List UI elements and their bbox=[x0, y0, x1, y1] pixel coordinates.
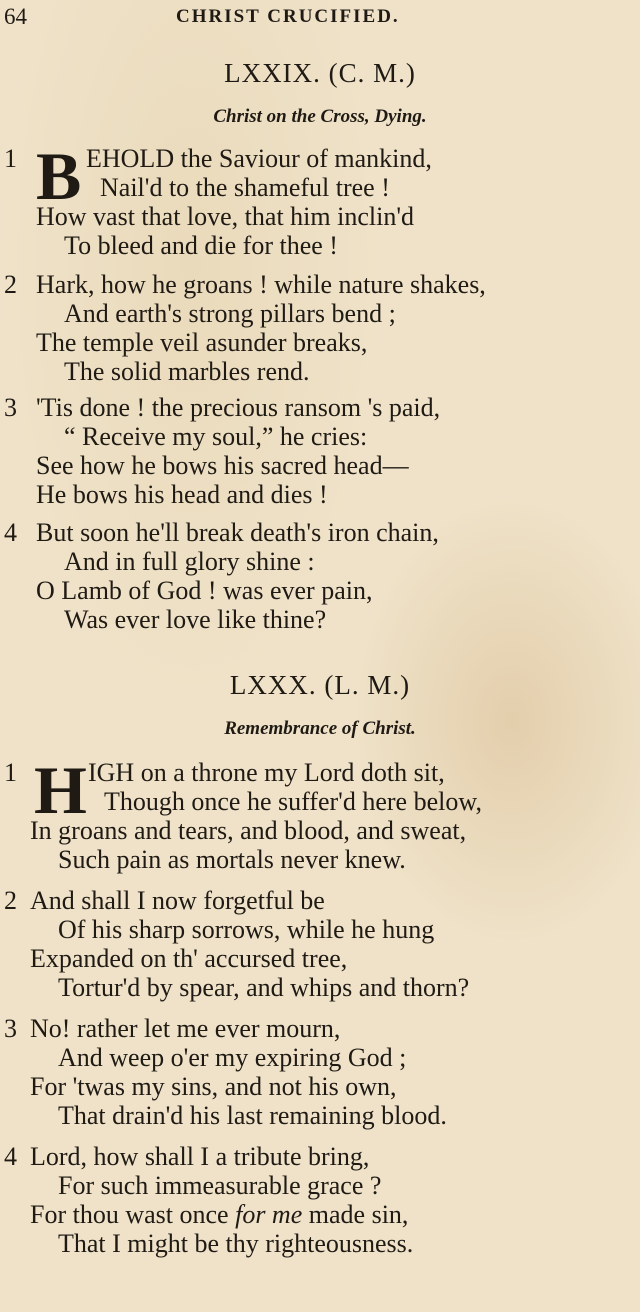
verse-line: That drain'd his last remaining blood. bbox=[58, 1101, 447, 1130]
drop-cap: H bbox=[34, 752, 87, 828]
verse-line: For 'twas my sins, and not his own, bbox=[30, 1072, 397, 1101]
running-title: CHRIST CRUCIFIED. bbox=[176, 6, 400, 27]
stanza-number: 4 bbox=[4, 518, 17, 547]
verse-line: O Lamb of God ! was ever pain, bbox=[36, 576, 373, 605]
verse-line: 'Tis done ! the precious ransom 's paid, bbox=[36, 393, 441, 422]
verse-line-part: made sin, bbox=[308, 1200, 409, 1229]
stanza-number: 2 bbox=[4, 886, 17, 915]
stanza-number: 3 bbox=[4, 1014, 17, 1043]
verse-line bbox=[30, 1200, 408, 1230]
hymn-number: LXXIX. (C. M.) bbox=[224, 58, 416, 88]
verse-line: See how he bows his sacred head— bbox=[36, 451, 409, 480]
verse-line: No! rather let me ever mourn, bbox=[30, 1014, 341, 1043]
verse-line: For such immeasurable grace ? bbox=[58, 1171, 382, 1200]
verse-line: IGH on a throne my Lord doth sit, bbox=[88, 758, 445, 787]
stanza-number: 4 bbox=[4, 1142, 17, 1171]
verse-line: Expanded on th' accursed tree, bbox=[30, 944, 348, 973]
verse-line-part: For thou wast once bbox=[30, 1200, 229, 1229]
verse-line: The solid marbles rend. bbox=[64, 357, 310, 386]
verse-line: Such pain as mortals never knew. bbox=[58, 845, 406, 874]
verse-line: And in full glory shine : bbox=[64, 547, 315, 576]
verse-line: How vast that love, that him inclin'd bbox=[36, 202, 415, 231]
verse-line: The temple veil asunder breaks, bbox=[36, 328, 368, 357]
verse-line: Hark, how he groans ! while nature shakes, bbox=[36, 270, 486, 299]
verse-line: To bleed and die for thee ! bbox=[64, 231, 338, 260]
verse-line: That I might be thy righteousness. bbox=[58, 1229, 414, 1258]
verse-line: Lord, how shall I a tribute bring, bbox=[30, 1142, 370, 1171]
verse-line: EHOLD the Saviour of mankind, bbox=[86, 144, 432, 173]
hymn-number: LXXX. (L. M.) bbox=[229, 670, 411, 700]
verse-line: And earth's strong pillars bend ; bbox=[64, 299, 396, 328]
stanza-number: 1 bbox=[4, 144, 17, 173]
hymn-subtitle: Remembrance of Christ. bbox=[224, 718, 416, 739]
verse-line: Nail'd to the shameful tree ! bbox=[100, 173, 390, 202]
verse-line: “ Receive my soul,” he cries: bbox=[64, 422, 368, 451]
stanza-number: 1 bbox=[4, 758, 17, 787]
verse-line: Of his sharp sorrows, while he hung bbox=[58, 915, 435, 944]
stanza-number: 3 bbox=[4, 393, 17, 422]
verse-line: And shall I now forgetful be bbox=[30, 886, 325, 915]
verse-line: In groans and tears, and blood, and sweat, bbox=[30, 816, 467, 845]
running-head bbox=[4, 4, 640, 32]
verse-line: But soon he'll break death's iron chain, bbox=[36, 518, 439, 547]
hymn-subtitle: Christ on the Cross, Dying. bbox=[213, 106, 427, 127]
verse-line: He bows his head and dies ! bbox=[36, 480, 328, 509]
verse-line: Tortur'd by spear, and whips and thorn? bbox=[58, 973, 470, 1002]
drop-cap: B bbox=[36, 138, 82, 214]
verse-line: Was ever love like thine? bbox=[64, 605, 327, 634]
verse-line: Though once he suffer'd here below, bbox=[104, 787, 482, 816]
page-number: 64 bbox=[4, 4, 27, 29]
verse-line: And weep o'er my expiring God ; bbox=[58, 1043, 407, 1072]
italic-phrase: for me bbox=[235, 1200, 303, 1229]
stanza-number: 2 bbox=[4, 270, 17, 299]
